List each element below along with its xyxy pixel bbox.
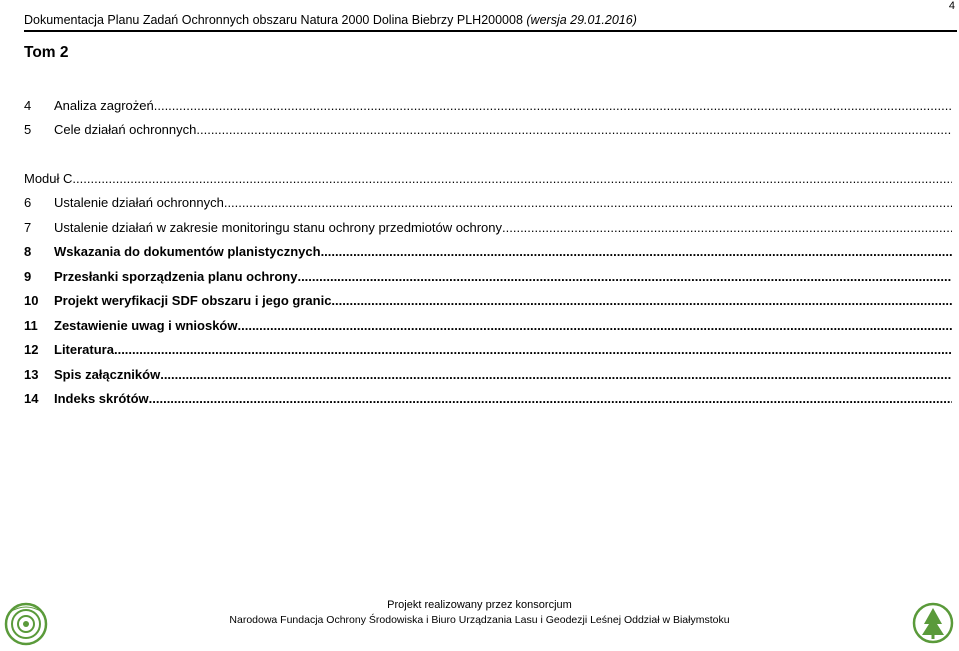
toc-number: 10: [24, 293, 39, 309]
toc-leader: [224, 195, 952, 210]
toc-leader: [160, 367, 952, 382]
page-footer: [0, 598, 959, 628]
toc-number: 13: [24, 366, 39, 382]
toc-label: Ustalenie działań w zakresie monitoringu stanu ochrony przedmiotów ochrony: [54, 219, 503, 235]
toc-number: 8: [24, 244, 32, 260]
toc-leader: [238, 318, 953, 333]
toc-leader: [149, 391, 952, 406]
toc-entry-13[interactable]: [24, 362, 952, 387]
toc-entry-12[interactable]: [24, 338, 952, 363]
bulig-logo-icon: [912, 602, 954, 644]
toc-label: Wskazania do dokumentów planistycznych: [54, 244, 321, 260]
document-title-main: Dokumentacja Planu Zadań Ochronnych obszaru Natura 2000 Dolina Biebrzy PLH200008: [24, 13, 527, 27]
page-number: 4: [948, 0, 955, 12]
toc-label: Analiza zagrożeń: [54, 97, 154, 113]
toc-label: Cele działań ochronnych: [54, 122, 197, 138]
footer-consortium-label: Projekt realizowany przez konsorcjum: [387, 599, 572, 611]
page-header: [24, 0, 957, 32]
toc-number: 7: [24, 219, 32, 235]
toc-leader: [502, 220, 952, 235]
toc-leader: [331, 293, 952, 308]
toc-leader: [297, 269, 952, 284]
toc-leader: [196, 122, 952, 137]
toc-label: Zestawienie uwag i wniosków: [54, 317, 238, 333]
toc-entry-11[interactable]: [24, 313, 952, 338]
toc-label: Literatura: [54, 342, 114, 358]
toc-number: 11: [24, 317, 38, 333]
toc-entry-7[interactable]: [24, 215, 952, 240]
toc-number: 9: [24, 268, 32, 284]
toc-leader: [114, 342, 952, 357]
toc-label: Indeks skrótów: [54, 391, 149, 407]
toc-entry-8[interactable]: [24, 240, 952, 265]
toc-label: Spis załączników: [54, 366, 161, 382]
toc-entry-module-c[interactable]: [24, 166, 952, 191]
toc-gap: [24, 142, 952, 166]
toc-label: Ustalenie działań ochronnych: [54, 195, 224, 211]
toc-number: 4: [24, 97, 32, 113]
toc-label: Projekt weryfikacji SDF obszaru i jego granic: [54, 293, 332, 309]
toc-entry-4[interactable]: [24, 93, 952, 118]
table-of-contents: [24, 93, 952, 411]
toc-entry-10[interactable]: [24, 289, 952, 314]
document-title: [24, 12, 637, 28]
toc-label: Przesłanki sporządzenia planu ochrony: [54, 268, 298, 284]
toc-number: 12: [24, 342, 39, 358]
toc-entry-6[interactable]: [24, 191, 952, 216]
volume-title: Tom 2: [24, 44, 69, 61]
document-version: (wersja 29.01.2016): [526, 13, 637, 27]
toc-number: 5: [24, 122, 32, 138]
footer-consortium-members: Narodowa Fundacja Ochrony Środowiska i Biuro Urządzania Lasu i Geodezji Leśnej Oddział w Białymstoku: [229, 614, 730, 626]
toc-entry-14[interactable]: [24, 387, 952, 412]
toc-number: 6: [24, 195, 32, 211]
toc-leader: [321, 244, 952, 259]
toc-number: 14: [24, 391, 39, 407]
toc-entry-5[interactable]: [24, 118, 952, 143]
toc-leader: [72, 171, 952, 186]
toc-label: Moduł C: [24, 170, 73, 186]
toc-leader: [154, 98, 952, 113]
toc-entry-9[interactable]: [24, 264, 952, 289]
